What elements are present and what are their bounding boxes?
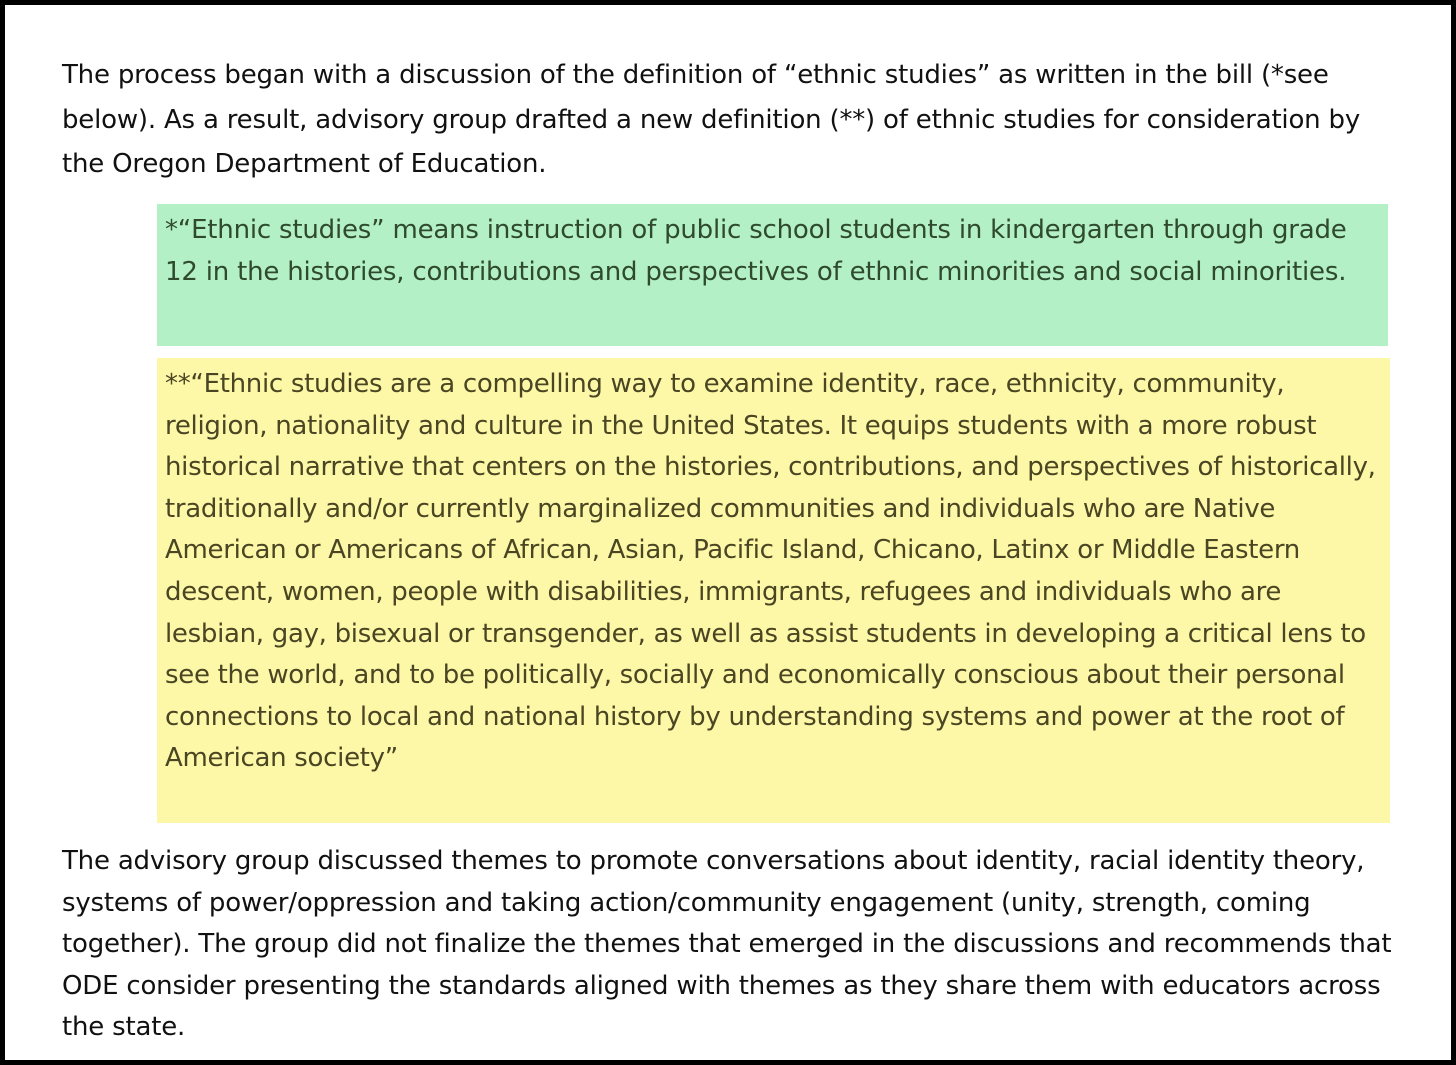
- advisory-definition-box: **“Ethnic studies are a compelling way to examine identity, race, ethnicity, community, religion, nationality and culture in the United States. It equips students with a more robust historical narrative that centers on the histories, contributions, and perspectives of historically, traditionally and/or currently marginalized communities and individuals who are Native American or Americans of African, Asian, Pacific Island, Chicano, Latinx or Middle Eastern descent, women, people with disabilities, immigrants, refugees and individuals who are lesbian, gay, bisexual or transgender, as well as assist students in developing a critical lens to see the world, and to be politically, socially and economically conscious about their personal connections to local and national history by understanding systems and power at the root of American society”: [157, 358, 1390, 823]
- closing-paragraph: The advisory group discussed themes to promote conversations about identity, racial identity theory, systems of power/oppression and taking action/community engagement (unity, strength, coming together). The group did not finalize the themes that emerged in the discussions and recommends that ODE consider presenting the standards aligned with themes as they share them with educators across the state.: [62, 846, 1392, 1043]
- intro-paragraph: The process began with a discussion of the definition of “ethnic studies” as written in the bill (*see below). As a result, advisory group drafted a new definition (**) of ethnic studies for consideration by the Oregon Department of Education.: [62, 60, 1361, 179]
- bill-definition-box: *“Ethnic studies” means instruction of public school students in kindergarten through grade 12 in the histories, contributions and perspectives of ethnic minorities and social minorities.: [157, 204, 1388, 346]
